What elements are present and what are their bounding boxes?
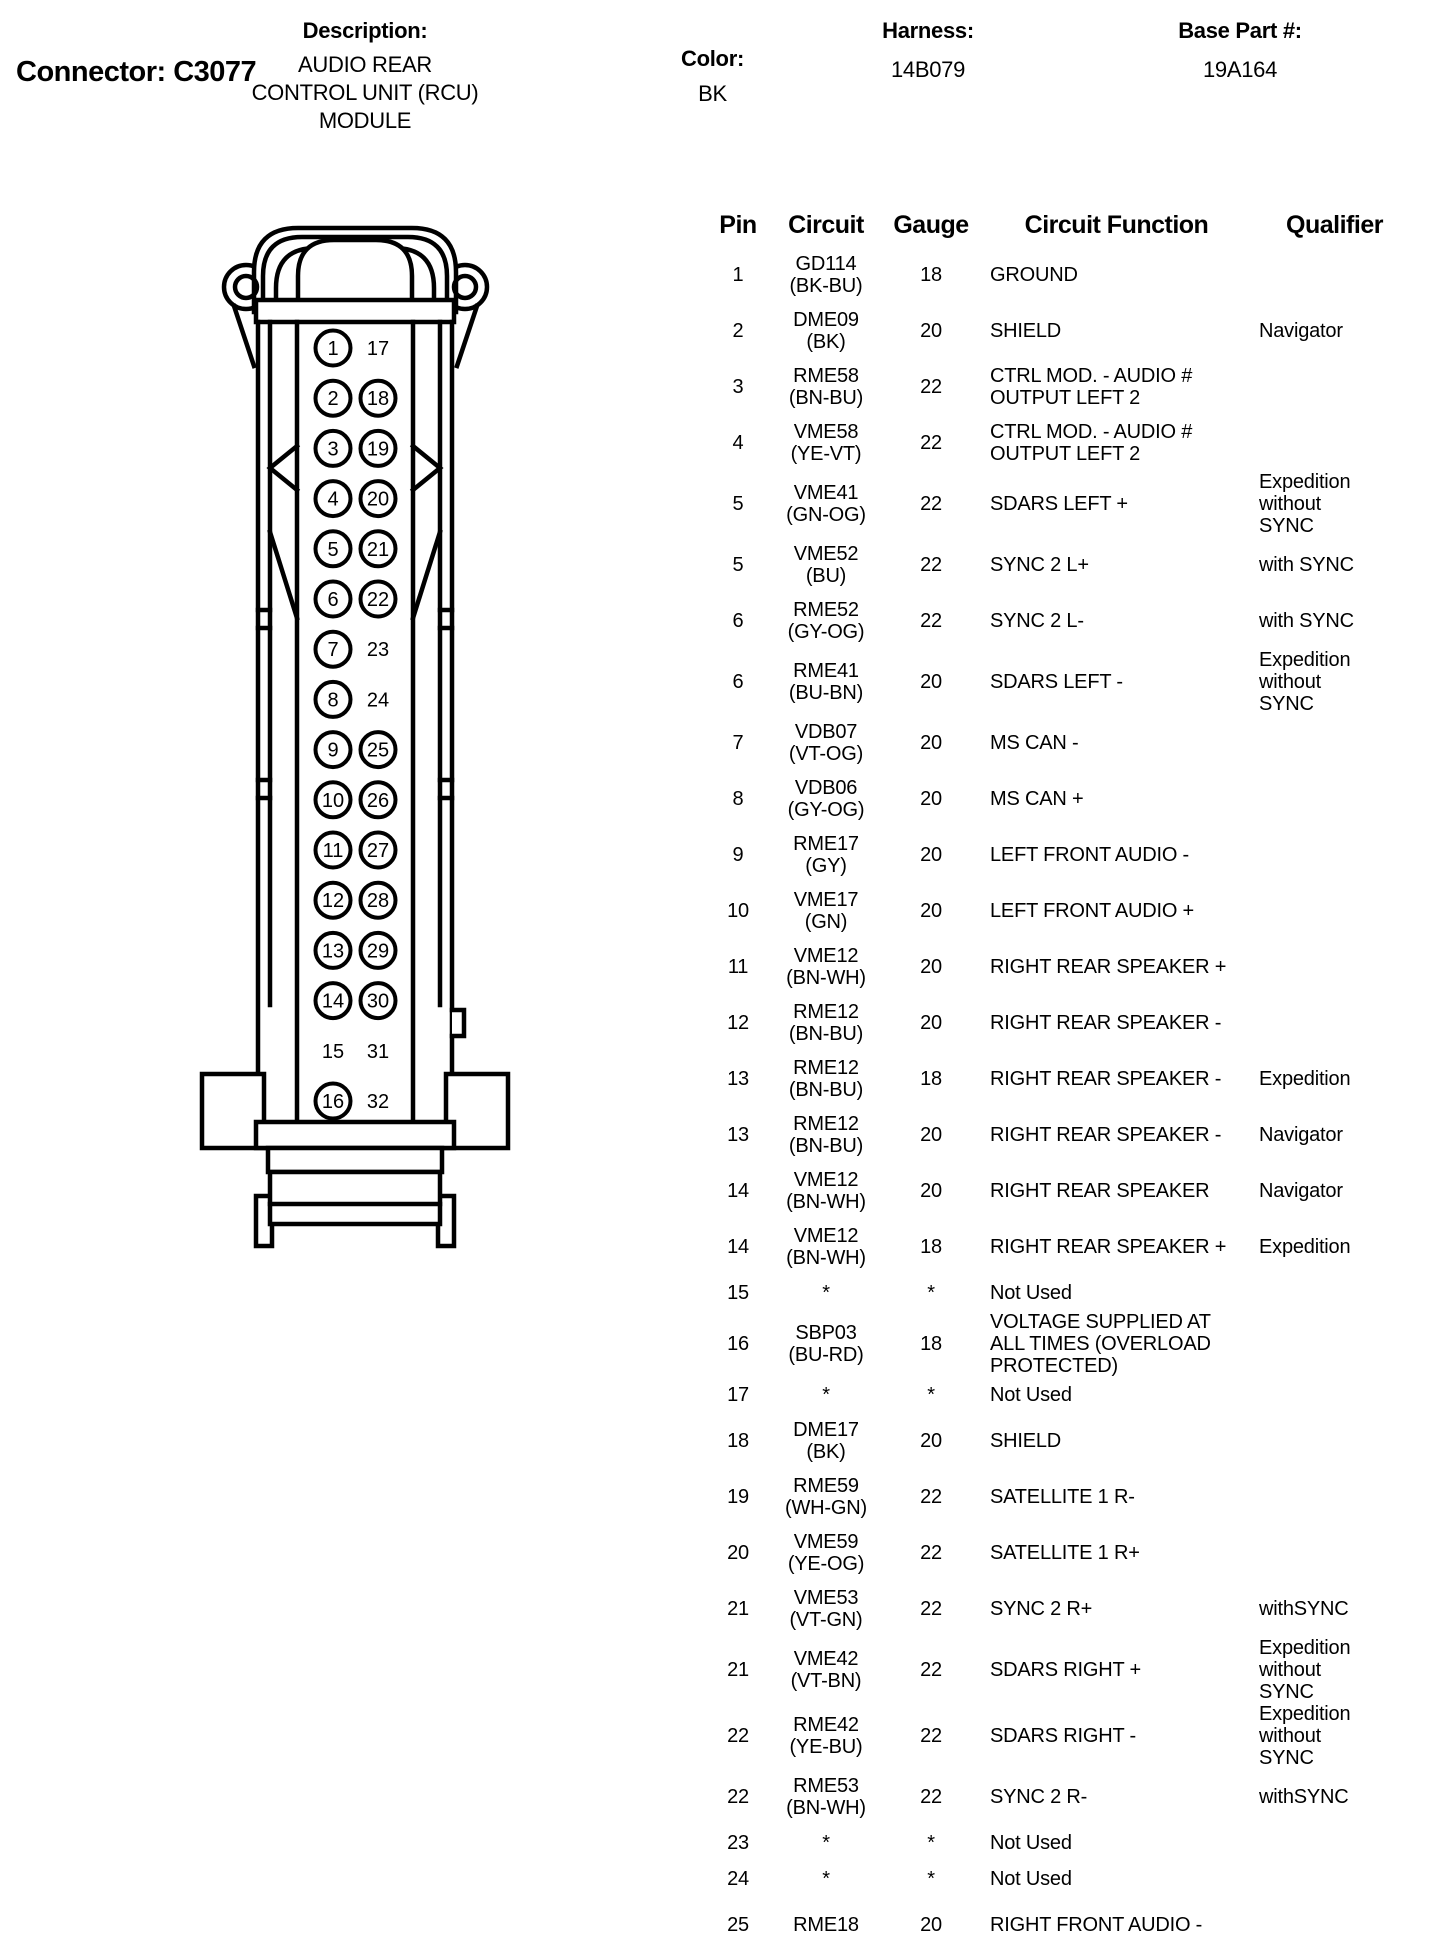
circuit-function-cell: SHIELD <box>990 1430 1062 1452</box>
pin-number: 14 <box>321 990 345 1013</box>
qualifier-cell: withSYNC <box>1259 1598 1349 1620</box>
table-row <box>700 1377 1422 1413</box>
circuit-function-cell: RIGHT REAR SPEAKER + <box>990 956 1227 978</box>
pin-number: 31 <box>366 1040 390 1063</box>
table-row <box>700 1311 1422 1377</box>
pin-number: 7 <box>327 639 339 662</box>
pin-number: 10 <box>321 789 345 812</box>
pin-cell: 25 <box>727 1914 749 1936</box>
gauge-cell: 18 <box>920 1333 942 1355</box>
circuit-cell: RME42 (YE-BU) <box>789 1714 863 1758</box>
pin-cell: 1 <box>732 264 744 286</box>
table-row <box>700 771 1422 827</box>
circuit-function-cell: SYNC 2 R- <box>990 1786 1088 1808</box>
connector-face-diagram <box>150 160 520 1260</box>
base-plate <box>270 1172 440 1224</box>
circuit-function-cell: MS CAN - <box>990 732 1079 754</box>
circuit-function-cell: RIGHT REAR SPEAKER + <box>990 1236 1227 1258</box>
pin-cell: 24 <box>727 1868 749 1890</box>
column-header-qualifier: Qualifier <box>1286 211 1383 239</box>
pin-number: 18 <box>366 388 390 411</box>
table-row <box>700 247 1422 303</box>
pin-table-body <box>700 247 1422 1953</box>
pin-number: 1 <box>327 338 339 360</box>
gauge-cell: 22 <box>920 610 942 632</box>
gauge-cell: 18 <box>920 1068 942 1090</box>
table-row <box>700 649 1422 715</box>
pin-number: 12 <box>321 890 345 913</box>
pin-number: 13 <box>321 940 345 963</box>
pin-cell: 20 <box>727 1542 749 1564</box>
table-row <box>700 359 1422 415</box>
circuit-cell: RME59 (WH-GN) <box>785 1475 867 1519</box>
gauge-cell: 20 <box>920 1180 942 1202</box>
gauge-cell: 20 <box>920 956 942 978</box>
pin-cell: 18 <box>727 1430 749 1452</box>
gauge-cell: * <box>927 1868 935 1890</box>
circuit-cell: RME41 (BU-BN) <box>788 660 864 704</box>
pin-cell: 6 <box>732 610 744 632</box>
qualifier-cell: Navigator <box>1259 320 1343 342</box>
circuit-function-cell: SYNC 2 R+ <box>990 1598 1093 1620</box>
circuit-cell: DME09 (BK) <box>793 309 859 353</box>
circuit-cell: VME58 (YE-VT) <box>790 421 862 465</box>
qualifier-cell: withSYNC <box>1259 1786 1349 1808</box>
circuit-function-cell: SATELLITE 1 R+ <box>990 1542 1140 1564</box>
circuit-cell: DME17 (BK) <box>793 1419 859 1463</box>
circuit-function-cell: Not Used <box>990 1868 1072 1890</box>
circuit-function-cell: VOLTAGE SUPPLIED AT ALL TIMES (OVERLOAD PROTECTED) <box>990 1311 1211 1377</box>
circuit-function-cell: SYNC 2 L+ <box>990 554 1089 576</box>
circuit-function-cell: SDARS LEFT - <box>990 671 1123 693</box>
circuit-cell: VDB06 (GY-OG) <box>787 777 865 821</box>
qualifier-cell: Navigator <box>1259 1180 1343 1202</box>
table-row <box>700 1107 1422 1163</box>
table-row <box>700 1703 1422 1769</box>
pin-number: 20 <box>366 488 390 511</box>
circuit-function-cell: RIGHT REAR SPEAKER - <box>990 1068 1222 1090</box>
pin-number: 6 <box>327 589 339 611</box>
table-row <box>700 1897 1422 1953</box>
pin-cell: 9 <box>732 844 744 866</box>
circuit-function-cell: Not Used <box>990 1282 1072 1304</box>
qualifier-cell: Expedition without SYNC <box>1259 471 1351 537</box>
harness-block <box>833 18 1023 83</box>
circuit-cell: RME12 (BN-BU) <box>788 1057 864 1101</box>
table-row <box>700 303 1422 359</box>
pin-number: 27 <box>366 840 390 862</box>
description-line-3: MODULE <box>318 108 412 133</box>
circuit-cell: * <box>822 1868 830 1890</box>
base-part-label: Base Part #: <box>1178 18 1302 43</box>
circuit-cell: VME41 (GN-OG) <box>786 482 866 526</box>
pin-cell: 12 <box>727 1012 749 1034</box>
pin-cell: 22 <box>727 1725 749 1747</box>
circuit-function-cell: LEFT FRONT AUDIO + <box>990 900 1195 922</box>
gauge-cell: 20 <box>920 732 942 754</box>
gauge-cell: 20 <box>920 1430 942 1452</box>
pin-cell: 3 <box>732 376 744 398</box>
pin-number: 24 <box>366 689 390 712</box>
qualifier-cell: Expedition without SYNC <box>1259 649 1351 715</box>
pin-number: 2 <box>327 388 339 411</box>
circuit-function-cell: SHIELD <box>990 320 1062 342</box>
circuit-cell: VME12 (BN-WH) <box>786 1169 866 1213</box>
pin-number: 9 <box>327 739 339 762</box>
gauge-cell: 22 <box>920 554 942 576</box>
table-row <box>700 415 1422 471</box>
pin-cell: 21 <box>727 1598 749 1620</box>
circuit-function-cell: RIGHT REAR SPEAKER <box>990 1180 1210 1202</box>
qualifier-cell: with SYNC <box>1259 554 1354 576</box>
pin-cell: 14 <box>727 1236 749 1258</box>
gauge-cell: 20 <box>920 1124 942 1146</box>
circuit-cell: RME52 (GY-OG) <box>787 599 865 643</box>
circuit-function-cell: RIGHT REAR SPEAKER - <box>990 1012 1222 1034</box>
pin-number: 15 <box>321 1040 345 1063</box>
gauge-cell: 22 <box>920 432 942 454</box>
gauge-cell: 22 <box>920 376 942 398</box>
harness-label: Harness: <box>882 18 974 43</box>
table-row <box>700 1769 1422 1825</box>
circuit-cell: VME17 (GN) <box>793 889 859 933</box>
pin-number: 4 <box>327 488 339 511</box>
pin-cell: 8 <box>732 788 744 810</box>
qualifier-cell: Expedition without SYNC <box>1259 1703 1351 1769</box>
color-label: Color: <box>681 46 744 71</box>
pin-cell: 14 <box>727 1180 749 1202</box>
pin-number: 21 <box>366 538 390 561</box>
gauge-cell: 20 <box>920 844 942 866</box>
pin-number: 22 <box>366 589 390 611</box>
pin-number: 16 <box>321 1091 345 1113</box>
circuit-cell: VME12 (BN-WH) <box>786 1225 866 1269</box>
circuit-cell: RME17 (GY) <box>793 833 859 877</box>
gauge-cell: 22 <box>920 1542 942 1564</box>
pin-number: 11 <box>322 840 344 862</box>
qualifier-cell: Expedition without SYNC <box>1259 1637 1351 1703</box>
pin-cell: 2 <box>732 320 744 342</box>
circuit-function-cell: SYNC 2 L- <box>990 610 1084 632</box>
color-value: BK <box>698 81 727 106</box>
table-row <box>700 1637 1422 1703</box>
gauge-cell: 18 <box>920 264 942 286</box>
description-line-2: CONTROL UNIT (RCU) <box>251 80 479 105</box>
pin-number: 29 <box>366 940 390 963</box>
circuit-cell: RME12 (BN-BU) <box>788 1113 864 1157</box>
pin-number: 19 <box>366 438 390 461</box>
table-row <box>700 1051 1422 1107</box>
circuit-cell: VME12 (BN-WH) <box>786 945 866 989</box>
circuit-cell: RME53 (BN-WH) <box>786 1775 866 1819</box>
circuit-cell: VME53 (VT-GN) <box>789 1587 863 1631</box>
description-value <box>235 51 495 135</box>
description-line-1: AUDIO REAR <box>298 52 432 77</box>
pin-number: 5 <box>327 538 339 561</box>
circuit-function-cell: GROUND <box>990 264 1078 286</box>
gauge-cell: * <box>927 1832 935 1854</box>
pin-cell: 7 <box>732 732 744 754</box>
pin-number: 3 <box>327 438 339 461</box>
circuit-function-cell: CTRL MOD. - AUDIO # OUTPUT LEFT 2 <box>990 421 1193 465</box>
circuit-function-cell: Not Used <box>990 1384 1072 1406</box>
circuit-function-cell: MS CAN + <box>990 788 1084 810</box>
circuit-function-cell: SDARS LEFT + <box>990 493 1128 515</box>
circuit-cell: VDB07 (VT-OG) <box>788 721 864 765</box>
pin-number: 23 <box>366 639 390 662</box>
color-block <box>650 46 775 107</box>
pin-number: 28 <box>366 890 390 913</box>
description-label: Description: <box>302 18 428 43</box>
pin-number: 32 <box>366 1091 390 1113</box>
table-row <box>700 1525 1422 1581</box>
pin-cell: 17 <box>727 1384 749 1406</box>
pin-cell: 5 <box>732 493 744 515</box>
pin-number: 25 <box>366 739 390 762</box>
circuit-cell: RME18 <box>793 1914 859 1936</box>
pin-grid <box>316 331 396 1119</box>
pin-cell: 10 <box>727 900 749 922</box>
table-row <box>700 1581 1422 1637</box>
gauge-cell: 20 <box>920 1012 942 1034</box>
circuit-cell: * <box>822 1832 830 1854</box>
circuit-cell: GD114 (BK-BU) <box>789 253 863 297</box>
table-row <box>700 715 1422 771</box>
qualifier-cell: Expedition <box>1259 1068 1351 1090</box>
pin-cell: 21 <box>727 1659 749 1681</box>
circuit-cell: RME58 (BN-BU) <box>788 365 864 409</box>
pin-cell: 23 <box>727 1832 749 1854</box>
circuit-function-cell: RIGHT FRONT AUDIO - <box>990 1914 1203 1936</box>
gauge-cell: 20 <box>920 671 942 693</box>
table-row <box>700 827 1422 883</box>
pin-cell: 13 <box>727 1068 749 1090</box>
gauge-cell: * <box>927 1282 935 1304</box>
circuit-cell: VME59 (YE-OG) <box>787 1531 865 1575</box>
qualifier-cell: with SYNC <box>1259 610 1354 632</box>
table-row <box>700 593 1422 649</box>
pin-table-header <box>700 203 1422 247</box>
table-row <box>700 1825 1422 1861</box>
circuit-function-cell: Not Used <box>990 1832 1072 1854</box>
circuit-cell: VME42 (VT-BN) <box>790 1648 862 1692</box>
circuit-function-cell: RIGHT REAR SPEAKER - <box>990 1124 1222 1146</box>
qualifier-cell: Navigator <box>1259 1124 1343 1146</box>
gauge-cell: 22 <box>920 1659 942 1681</box>
table-row <box>700 1275 1422 1311</box>
gauge-cell: 20 <box>920 900 942 922</box>
description-block <box>235 18 495 135</box>
gauge-cell: 20 <box>920 1914 942 1936</box>
pin-number: 17 <box>366 338 390 360</box>
table-row <box>700 537 1422 593</box>
pin-cell: 19 <box>727 1486 749 1508</box>
pin-cell: 4 <box>732 432 744 454</box>
table-row <box>700 1469 1422 1525</box>
gauge-cell: 20 <box>920 788 942 810</box>
table-row <box>700 1219 1422 1275</box>
circuit-cell: VME52 (BU) <box>793 543 859 587</box>
collar <box>256 300 454 322</box>
circuit-function-cell: CTRL MOD. - AUDIO # OUTPUT LEFT 2 <box>990 365 1193 409</box>
column-header-circuit: Circuit <box>788 211 864 239</box>
pin-number: 26 <box>366 789 390 812</box>
table-row <box>700 883 1422 939</box>
pin-cell: 6 <box>732 671 744 693</box>
circuit-cell: SBP03 (BU-RD) <box>788 1322 864 1366</box>
table-row <box>700 1413 1422 1469</box>
pin-number: 8 <box>327 689 339 712</box>
table-row <box>700 1163 1422 1219</box>
gauge-cell: 22 <box>920 1598 942 1620</box>
table-row <box>700 939 1422 995</box>
column-header-pin: Pin <box>719 211 757 239</box>
gauge-cell: * <box>927 1384 935 1406</box>
base-part-value: 19A164 <box>1202 57 1278 82</box>
circuit-function-cell: SATELLITE 1 R- <box>990 1486 1135 1508</box>
gauge-cell: 22 <box>920 1786 942 1808</box>
pin-number: 30 <box>366 990 390 1013</box>
gauge-cell: 22 <box>920 1486 942 1508</box>
table-row <box>700 471 1422 537</box>
pin-cell: 22 <box>727 1786 749 1808</box>
harness-value: 14B079 <box>890 57 966 82</box>
pin-cell: 13 <box>727 1124 749 1146</box>
circuit-function-cell: SDARS RIGHT - <box>990 1725 1136 1747</box>
pin-table <box>700 203 1422 1953</box>
column-header-function: Circuit Function <box>1024 211 1209 239</box>
circuit-cell: * <box>822 1282 830 1304</box>
pin-cell: 11 <box>727 956 749 978</box>
circuit-cell: RME12 (BN-BU) <box>788 1001 864 1045</box>
connector-title: Connector: C3077 <box>16 56 257 88</box>
gauge-cell: 18 <box>920 1236 942 1258</box>
pin-cell: 16 <box>727 1333 749 1355</box>
table-row <box>700 995 1422 1051</box>
base-part-block <box>1135 18 1345 83</box>
circuit-cell: * <box>822 1384 830 1406</box>
table-row <box>700 1861 1422 1897</box>
pin-cell: 15 <box>727 1282 749 1304</box>
qualifier-cell: Expedition <box>1259 1236 1351 1258</box>
gauge-cell: 22 <box>920 493 942 515</box>
column-header-gauge: Gauge <box>893 211 969 239</box>
pin-cell: 5 <box>732 554 744 576</box>
circuit-function-cell: SDARS RIGHT + <box>990 1659 1141 1681</box>
gauge-cell: 22 <box>920 1725 942 1747</box>
gauge-cell: 20 <box>920 320 942 342</box>
circuit-function-cell: LEFT FRONT AUDIO - <box>990 844 1190 866</box>
